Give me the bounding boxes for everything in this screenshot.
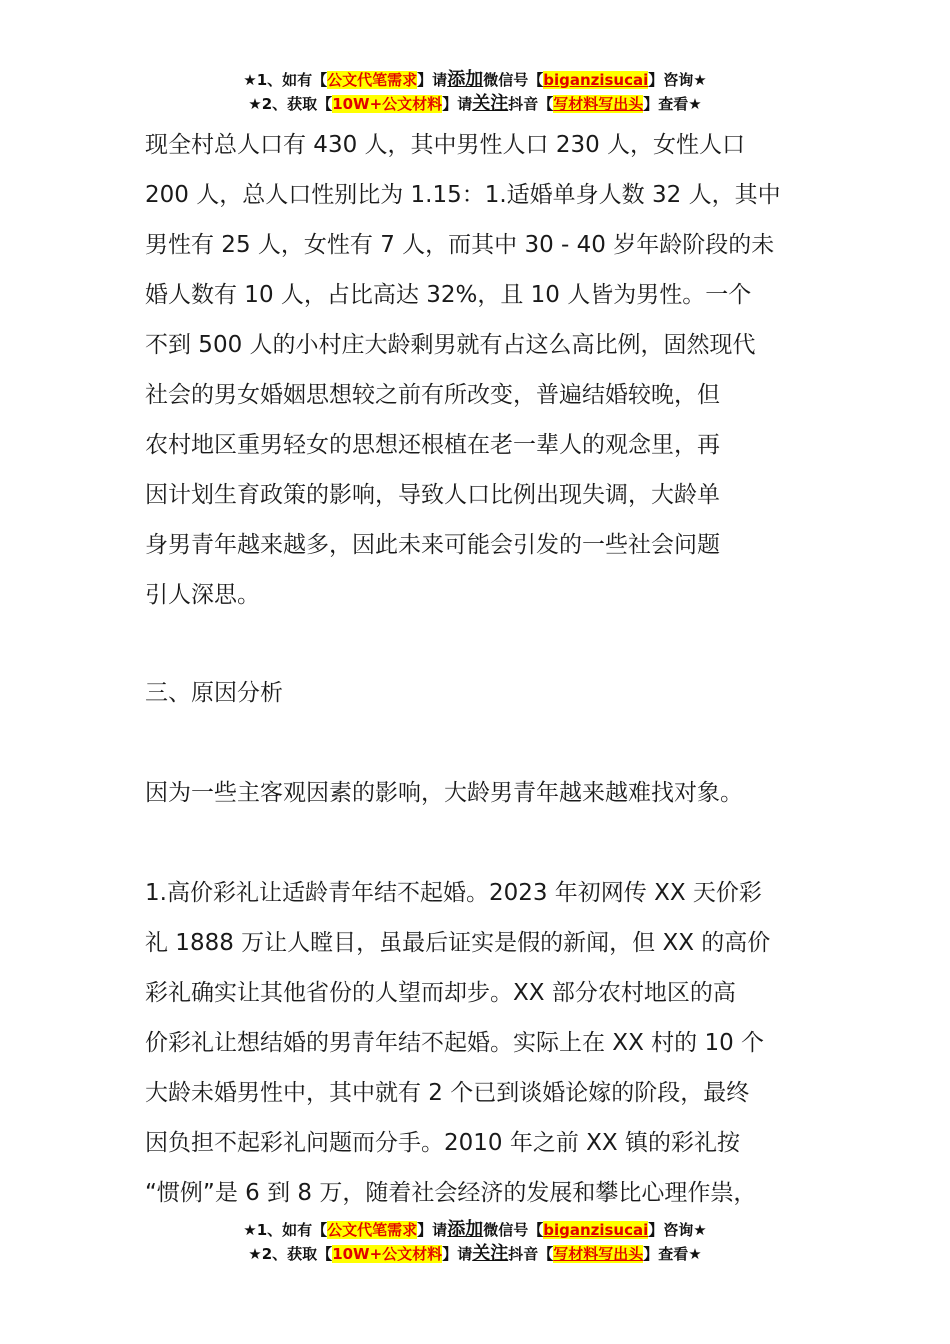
- banner-text: 微信号【: [483, 1221, 544, 1239]
- banner-text: 】请: [417, 71, 448, 89]
- paragraph-line: 婚人数有 10 人，占比高达 32%，且 10 人皆为男性。一个: [145, 282, 752, 308]
- banner-text: 】请: [417, 1221, 448, 1239]
- banner-text: 】咨询★: [648, 1221, 707, 1239]
- banner-emphasis: 添加: [447, 1219, 484, 1240]
- banner-wechat-id: biganzisucai: [543, 71, 649, 89]
- paragraph-line: 彩礼确实让其他省份的人望而却步。XX 部分农村地区的高: [145, 980, 736, 1006]
- paragraph-line: 200 人，总人口性别比为 1.15：1.适婚单身人数 32 人，其中: [145, 182, 781, 208]
- banner-row-2: [0, 92, 950, 116]
- banner-highlight: 10W+公文材料: [332, 1245, 443, 1263]
- banner-text: 】查看★: [643, 95, 702, 113]
- banner-text: ★2、获取【: [248, 1245, 333, 1263]
- paragraph-line: 礼 1888 万让人瞠目，虽最后证实是假的新闻，但 XX 的高价: [145, 930, 771, 956]
- banner-text: ★1、如有【: [243, 1221, 328, 1239]
- footer-banner: [0, 1218, 950, 1266]
- paragraph-line: 引人深思。: [145, 582, 260, 608]
- banner-highlight: 10W+公文材料: [332, 95, 443, 113]
- banner-text: 抖音【: [508, 1245, 554, 1263]
- banner-text: 微信号【: [483, 71, 544, 89]
- paragraph-line: 因为一些主客观因素的影响，大龄男青年越来越难找对象。: [145, 780, 743, 806]
- banner-emphasis: 添加: [447, 69, 484, 90]
- paragraph-line: 男性有 25 人，女性有 7 人，而其中 30 - 40 岁年龄阶段的未: [145, 232, 775, 258]
- banner-highlight: 公文代笔需求: [327, 1221, 418, 1239]
- banner-wechat-id: biganzisucai: [543, 1221, 649, 1239]
- banner-row-2: [0, 1242, 950, 1266]
- paragraph-line: 1.高价彩礼让适龄青年结不起婚。2023 年初网传 XX 天价彩: [145, 880, 762, 906]
- paragraph-line: 社会的男女婚姻思想较之前有所改变，普遍结婚较晚，但: [145, 382, 720, 408]
- paragraph-line: 不到 500 人的小村庄大龄剩男就有占这么高比例，固然现代: [145, 332, 756, 358]
- banner-emphasis: 关注: [472, 93, 509, 114]
- banner-douyin-name: 写材料写出头: [553, 95, 644, 113]
- banner-text: ★2、获取【: [248, 95, 333, 113]
- paragraph-line: 现全村总人口有 430 人，其中男性人口 230 人，女性人口: [145, 132, 746, 158]
- section-heading: 三、原因分析: [145, 680, 283, 706]
- header-banner: [0, 68, 950, 116]
- paragraph-line: 身男青年越来越多，因此未来可能会引发的一些社会问题: [145, 532, 720, 558]
- paragraph-line: 因负担不起彩礼问题而分手。2010 年之前 XX 镇的彩礼按: [145, 1130, 740, 1156]
- banner-douyin-name: 写材料写出头: [553, 1245, 644, 1263]
- banner-row-1: [0, 1218, 950, 1242]
- banner-emphasis: 关注: [472, 1243, 509, 1264]
- banner-text: 】请: [442, 95, 473, 113]
- paragraph-line: 价彩礼让想结婚的男青年结不起婚。实际上在 XX 村的 10 个: [145, 1030, 765, 1056]
- banner-text: ★1、如有【: [243, 71, 328, 89]
- paragraph-line: “惯例”是 6 到 8 万，随着社会经济的发展和攀比心理作祟，: [145, 1180, 757, 1206]
- banner-highlight: 公文代笔需求: [327, 71, 418, 89]
- banner-row-1: [0, 68, 950, 92]
- paragraph-line: 农村地区重男轻女的思想还根植在老一辈人的观念里，再: [145, 432, 720, 458]
- banner-text: 】查看★: [643, 1245, 702, 1263]
- banner-text: 】请: [442, 1245, 473, 1263]
- banner-text: 】咨询★: [648, 71, 707, 89]
- paragraph-line: 大龄未婚男性中，其中就有 2 个已到谈婚论嫁的阶段，最终: [145, 1080, 750, 1106]
- banner-text: 抖音【: [508, 95, 554, 113]
- paragraph-line: 因计划生育政策的影响，导致人口比例出现失调，大龄单: [145, 482, 720, 508]
